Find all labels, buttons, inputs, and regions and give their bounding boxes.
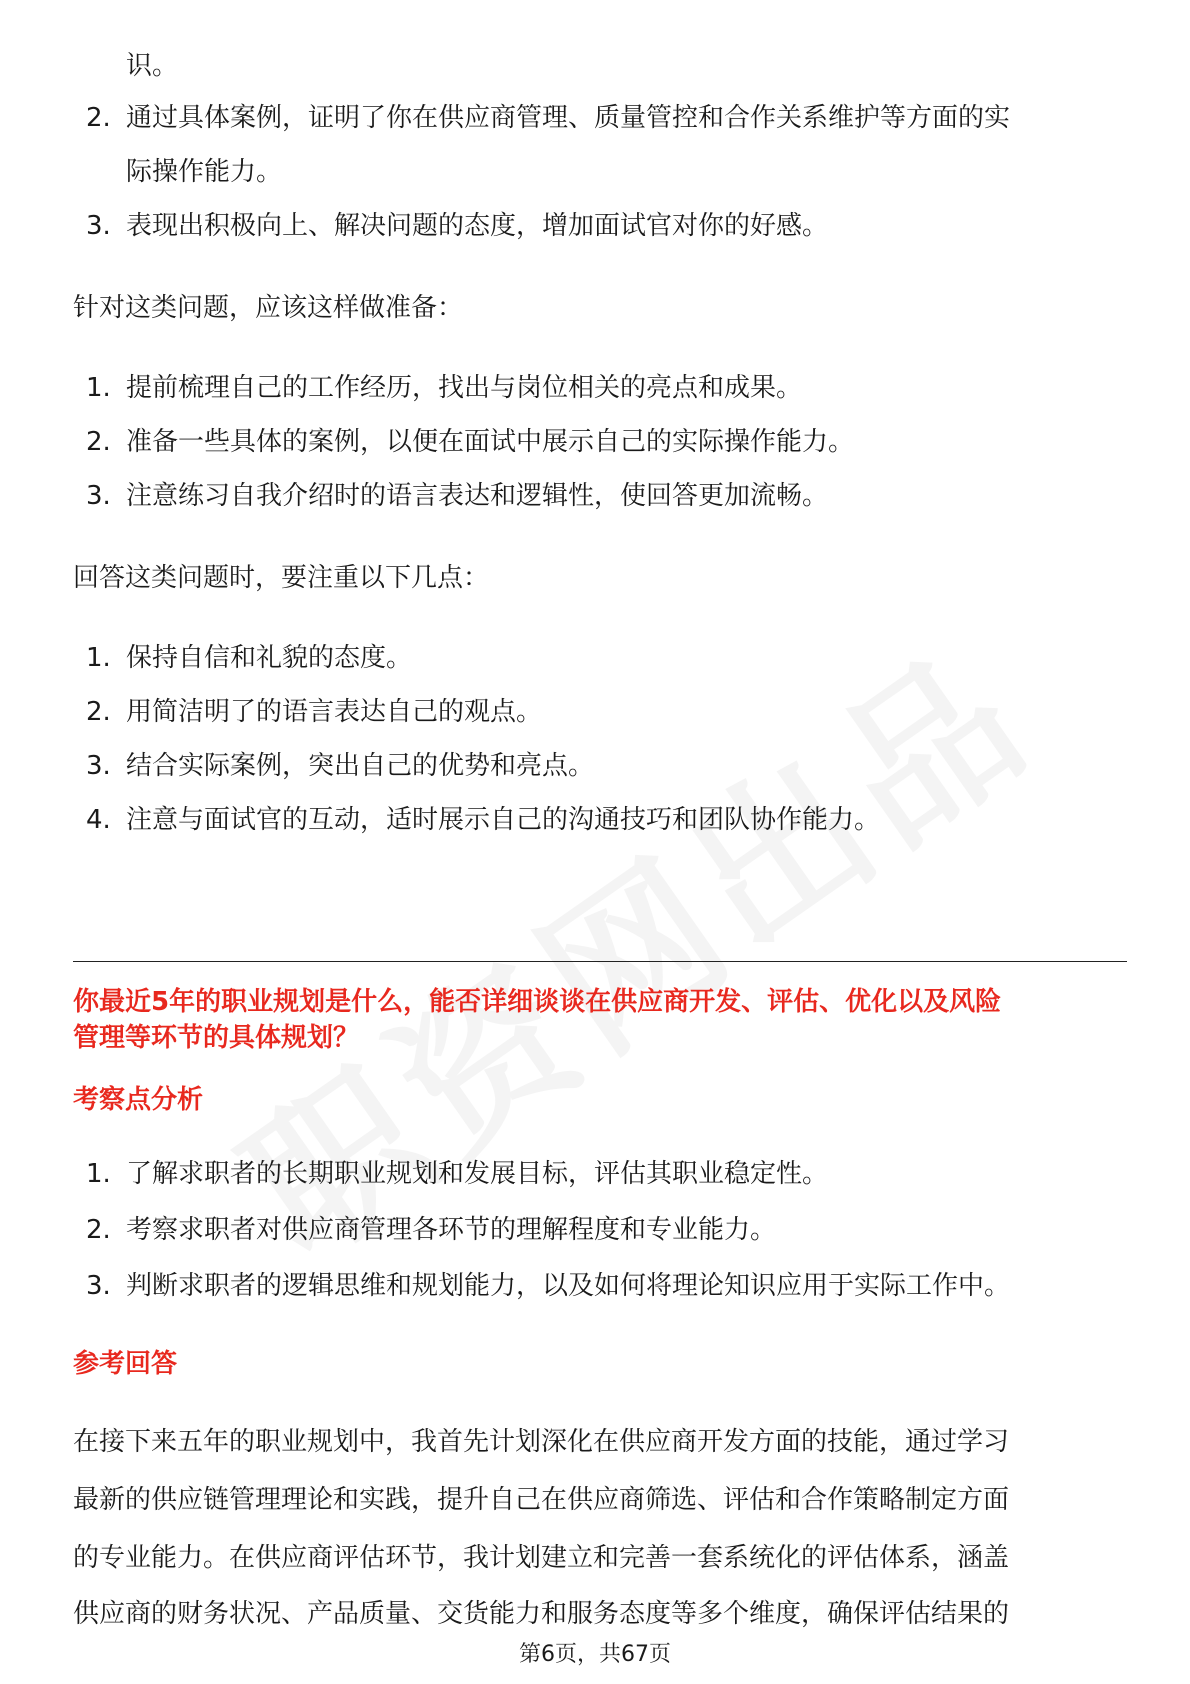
- analysis-heading: 考察点分析: [73, 1085, 204, 1115]
- reference-paragraph-line: 的专业能力。在供应商评估环节，我计划建立和完善一套系统化的评估体系，涵盖: [73, 1543, 1010, 1573]
- list-item-number: 3.: [86, 481, 111, 511]
- continued-line: 识。: [126, 51, 179, 81]
- list-item-text: 提前梳理自己的工作经历，找出与岗位相关的亮点和成果。: [126, 373, 803, 403]
- list-item-number: 4.: [86, 805, 111, 835]
- list-item-number: 1.: [86, 373, 111, 403]
- list-item-text-continued: 际操作能力。: [126, 157, 283, 187]
- prep-heading: 针对这类问题，应该这样做准备：: [73, 293, 464, 323]
- list-item-text: 保持自信和礼貌的态度。: [126, 643, 413, 673]
- question-title-line1: 你最近5年的职业规划是什么，能否详细谈谈在供应商开发、评估、优化以及风险: [73, 987, 1002, 1017]
- list-item-text: 注意与面试官的互动，适时展示自己的沟通技巧和团队协作能力。: [126, 805, 881, 835]
- list-item-text: 了解求职者的长期职业规划和发展目标，评估其职业稳定性。: [126, 1159, 829, 1189]
- list-item-number: 1.: [86, 643, 111, 673]
- section-divider: [73, 961, 1127, 962]
- list-item-text: 准备一些具体的案例，以便在面试中展示自己的实际操作能力。: [126, 427, 855, 457]
- list-item-number: 3.: [86, 751, 111, 781]
- answer-tips-heading: 回答这类问题时，要注重以下几点：: [73, 563, 490, 593]
- question-title-line2: 管理等环节的具体规划？: [73, 1023, 360, 1053]
- reference-paragraph-line: 最新的供应链管理理论和实践，提升自己在供应商筛选、评估和合作策略制定方面: [73, 1485, 1010, 1515]
- list-item-text: 考察求职者对供应商管理各环节的理解程度和专业能力。: [126, 1215, 777, 1245]
- list-item-number: 2.: [86, 697, 111, 727]
- list-item-text: 用简洁明了的语言表达自己的观点。: [126, 697, 543, 727]
- list-item-number: 1.: [86, 1159, 111, 1189]
- reference-paragraph-line: 供应商的财务状况、产品质量、交货能力和服务态度等多个维度，确保评估结果的: [73, 1599, 1010, 1629]
- list-item-text: 判断求职者的逻辑思维和规划能力，以及如何将理论知识应用于实际工作中。: [126, 1271, 1011, 1301]
- reference-paragraph-line: 在接下来五年的职业规划中，我首先计划深化在供应商开发方面的技能，通过学习: [73, 1427, 1010, 1457]
- reference-heading: 参考回答: [73, 1349, 178, 1379]
- watermark: [191, 584, 1069, 1301]
- list-item-number: 3.: [86, 1271, 111, 1301]
- list-item-text: 表现出积极向上、解决问题的态度，增加面试官对你的好感。: [126, 211, 829, 241]
- list-item-text: 注意练习自我介绍时的语言表达和逻辑性，使回答更加流畅。: [126, 481, 829, 511]
- list-item-number: 3.: [86, 211, 111, 241]
- page-number-footer: 第6页，共67页: [519, 1642, 671, 1667]
- list-item-text: 结合实际案例，突出自己的优势和亮点。: [126, 751, 595, 781]
- list-item-number: 2.: [86, 427, 111, 457]
- list-item-text: 通过具体案例，证明了你在供应商管理、质量管控和合作关系维护等方面的实: [126, 103, 1011, 133]
- list-item-number: 2.: [86, 103, 111, 133]
- list-item-number: 2.: [86, 1215, 111, 1245]
